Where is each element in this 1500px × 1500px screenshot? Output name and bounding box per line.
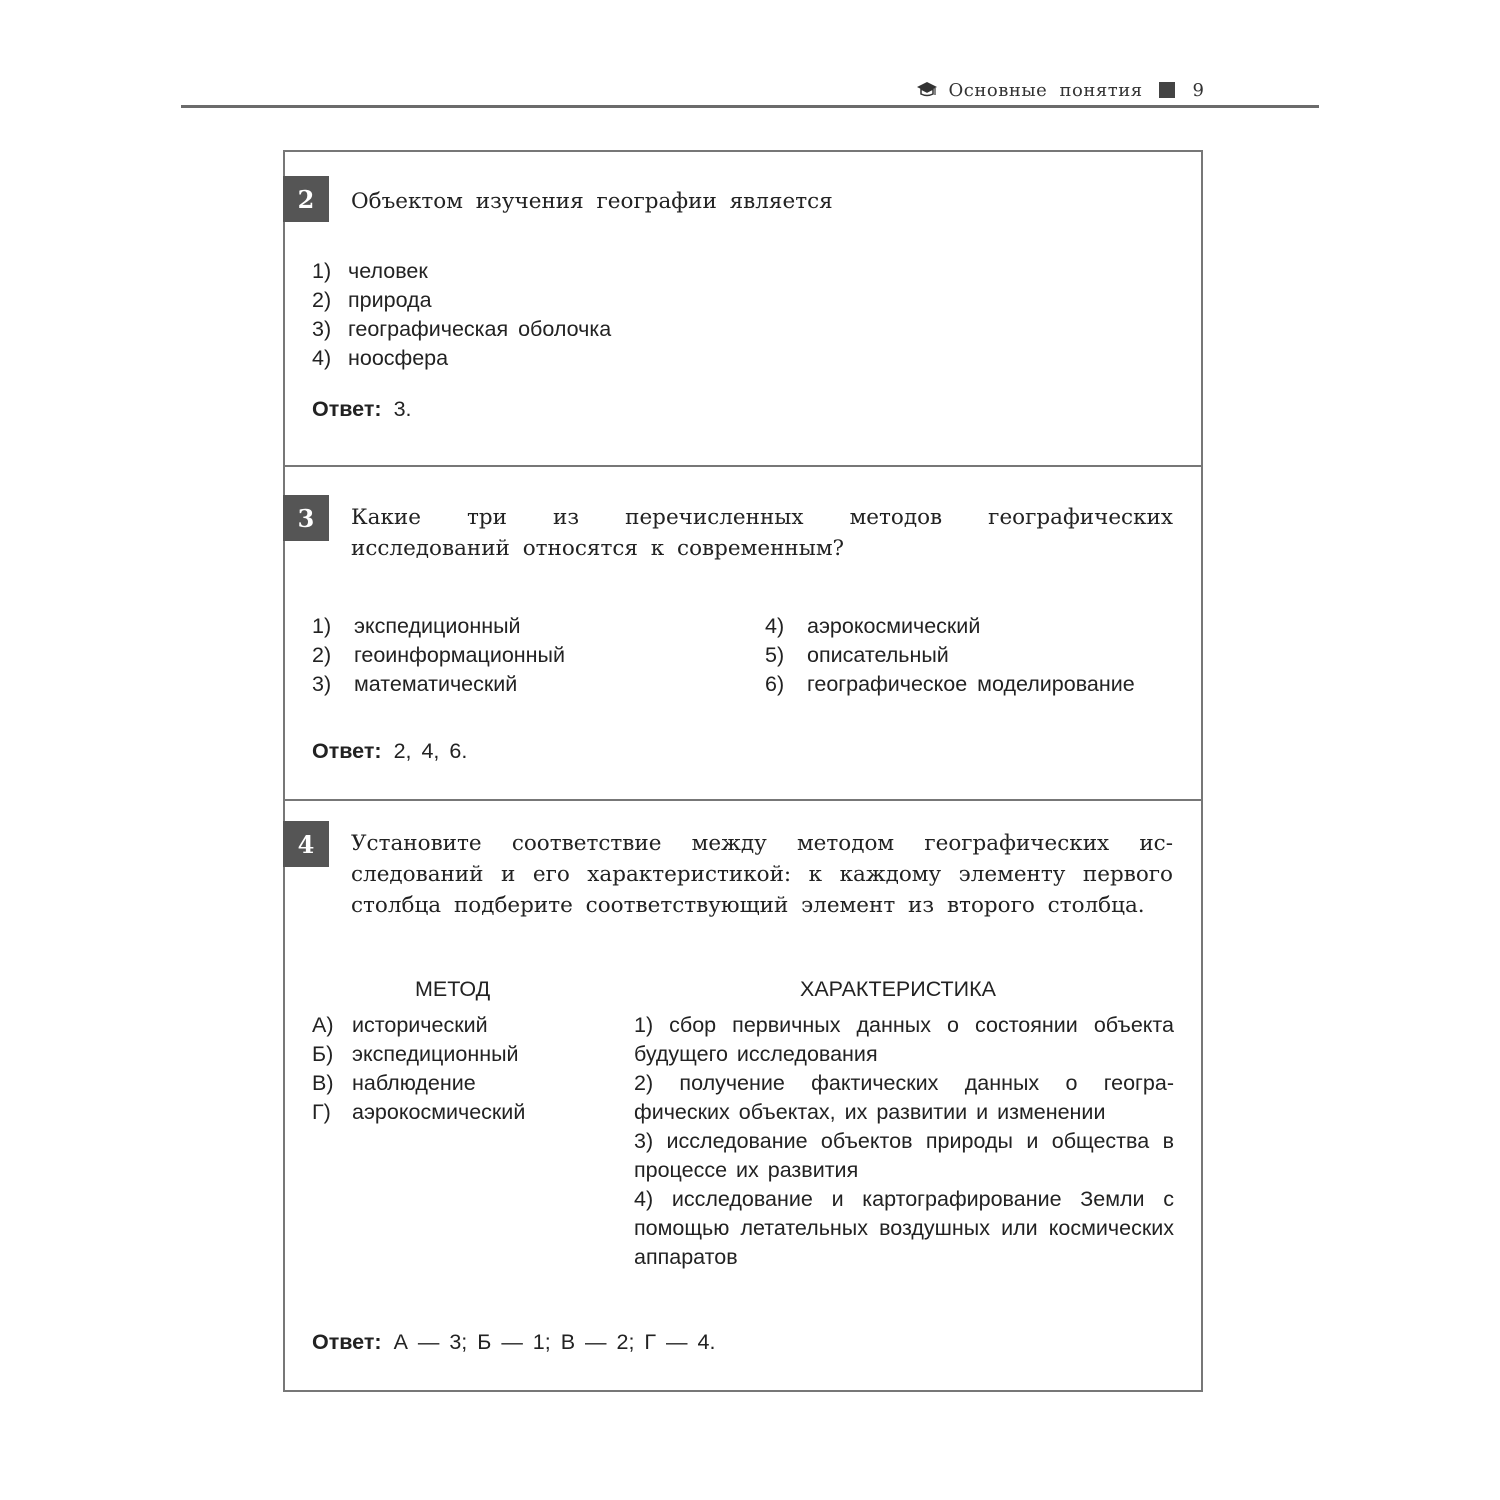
option-item: 1) человек xyxy=(312,259,428,283)
answer-value: А — 3; Б — 1; В — 2; Г — 4. xyxy=(393,1330,716,1354)
option-item: 3) математический xyxy=(312,672,518,696)
answer-value: 2, 4, 6. xyxy=(393,739,468,763)
characteristic-column-header: ХАРАКТЕРИСТИКА xyxy=(800,977,996,1001)
characteristic-item: 3) исследование объектов природы и общества в процессе их развития xyxy=(634,1129,1174,1182)
answer-label: Ответ: xyxy=(312,739,382,763)
task-question: Объектом изучения географии является xyxy=(351,189,833,214)
options-list-right xyxy=(765,612,1135,699)
answer-line xyxy=(312,739,467,764)
task-card xyxy=(283,465,1203,801)
option-item: 2) природа xyxy=(312,288,432,312)
answer-label: Ответ: xyxy=(312,1330,382,1354)
method-item: А) исторический xyxy=(312,1013,488,1037)
task-card xyxy=(283,799,1203,1392)
options-list-left xyxy=(312,612,565,699)
method-item: В) наблюдение xyxy=(312,1071,476,1095)
option-item: 4) аэрокосмический xyxy=(765,614,981,638)
option-item: 1) экспедиционный xyxy=(312,614,521,638)
square-marker-icon xyxy=(1159,82,1175,98)
characteristic-item: 2) получение фактических данных о географических объектах, их развитии и изменении xyxy=(634,1071,1174,1124)
option-item: 6) географическое моделирование xyxy=(765,672,1135,696)
option-item: 3) географическая оболочка xyxy=(312,317,612,341)
task-number-badge: 4 xyxy=(283,821,329,867)
method-column-header: МЕТОД xyxy=(415,977,491,1001)
graduation-cap-icon xyxy=(915,80,939,100)
page-header xyxy=(0,0,1500,110)
task-question: Какие три из перечисленных методов географических исследований относятся к современным? xyxy=(351,505,1173,561)
method-item: Б) экспедиционный xyxy=(312,1042,519,1066)
characteristic-item: 4) исследование и картографирование Земли с помощью летательных воздушных или космических аппаратов xyxy=(634,1187,1174,1269)
task-card xyxy=(283,150,1203,467)
page-number: 9 xyxy=(1192,79,1204,101)
answer-value: 3. xyxy=(393,397,412,421)
answer-line xyxy=(312,397,412,422)
method-item: Г) аэрокосмический xyxy=(312,1100,526,1124)
answer-label: Ответ: xyxy=(312,397,382,421)
answer-line xyxy=(312,1330,715,1355)
running-head xyxy=(915,76,1204,104)
task-number-badge: 3 xyxy=(283,495,329,541)
methods-list xyxy=(312,1011,525,1127)
characteristics-list xyxy=(634,1011,1174,1272)
characteristic-item: 1) сбор первичных данных о состоянии объекта будущего исследования xyxy=(634,1013,1174,1066)
option-item: 4) ноосфера xyxy=(312,346,449,370)
option-item: 2) геоинформационный xyxy=(312,643,566,667)
option-item: 5) описательный xyxy=(765,643,949,667)
header-divider xyxy=(181,105,1319,108)
options-list xyxy=(312,257,611,373)
task-number-badge: 2 xyxy=(283,176,329,222)
task-question: Установите соответствие между методом географических исследований и его характеристикой: к каждому элементу первого столбца подберите соответствующий элемент из второго столбца. xyxy=(351,831,1173,918)
running-head-title: Основные понятия xyxy=(948,79,1143,101)
